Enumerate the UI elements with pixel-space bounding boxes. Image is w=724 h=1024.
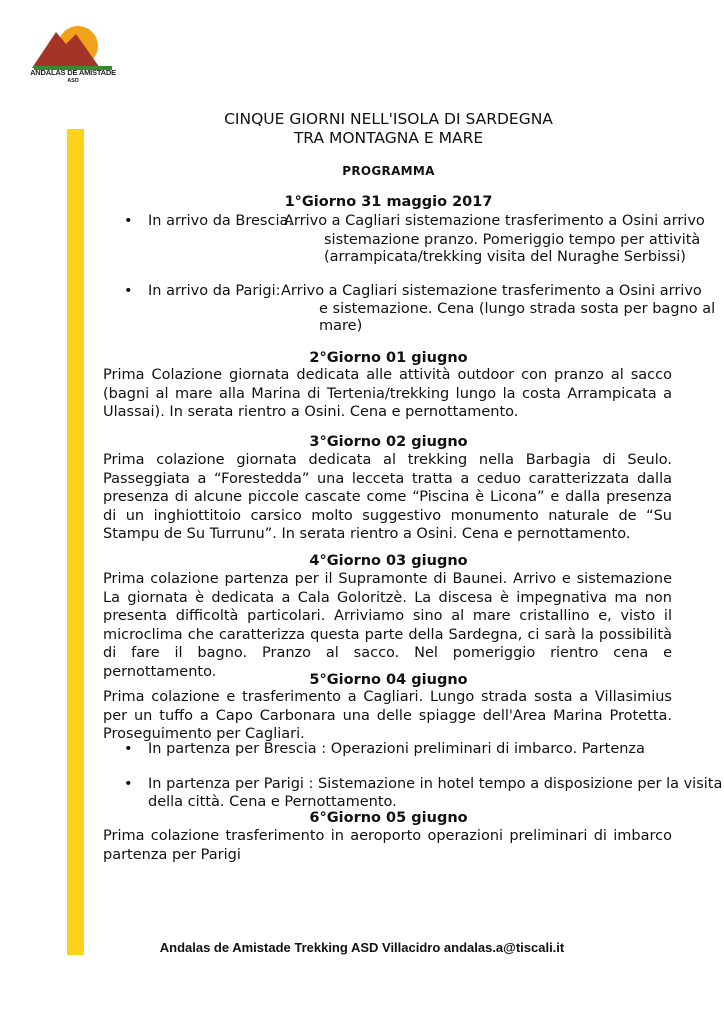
logo xyxy=(30,22,116,88)
bullet-marker: • xyxy=(124,283,133,299)
day2-text: Prima Colazione giornata dedicata alle attività outdoor con pranzo al sacco (bagni al mare alla Marina di Tertenia/trekking lungo la costa Arrampicata a Ulassai). In serata rientro a Osini. Cena e pernottamento. xyxy=(103,367,672,420)
day1-brescia-label: In arrivo da Brescia: xyxy=(148,213,294,229)
day6-heading: 6°Giorno 05 giugno xyxy=(309,810,468,826)
day5-parigi-line2: della città. Cena e Pernottamento. xyxy=(148,794,397,810)
day4-text: Prima colazione partenza per il Supramonte di Baunei. Arrivo e sistemazione La giornata è dedicata a Cala Goloritzè. La discesa è impegnativa ma non presenta difficoltà particolari. Arriviamo sino al mare cristallino e, visto il microclima che caratterizza questa parte della Sardegna, ci sarà la possibilità di fare il bagno. Pranzo al sacco. Nel pomeriggio rientro cena e pernottamento. xyxy=(103,571,672,680)
day1-parigi-line1: Arrivo a Cagliari sistemazione trasferimento a Osini arrivo xyxy=(281,283,702,299)
day5-parigi-line1: In partenza per Parigi : Sistemazione in hotel tempo a disposizione per la visita xyxy=(148,776,723,792)
day1-brescia-line1: Arrivo a Cagliari sistemazione trasferimento a Osini arrivo xyxy=(284,213,705,229)
day5-brescia-line: In partenza per Brescia : Operazioni preliminari di imbarco. Partenza xyxy=(148,741,645,757)
day1-heading: 1°Giorno 31 maggio 2017 xyxy=(284,194,493,210)
day2-heading: 2°Giorno 01 giugno xyxy=(309,350,468,366)
day3-heading: 3°Giorno 02 giugno xyxy=(309,434,468,450)
page-title-line2: TRA MONTAGNA E MARE xyxy=(293,129,484,147)
bullet-marker: • xyxy=(124,741,133,757)
day1-parigi-line3: mare) xyxy=(319,318,363,334)
accent-bar xyxy=(67,129,84,955)
bullet-marker: • xyxy=(124,213,133,229)
day1-parigi-line2: e sistemazione. Cena (lungo strada sosta per bagno al xyxy=(319,301,716,317)
programma-label: PROGRAMMA xyxy=(342,164,435,178)
bullet-marker: • xyxy=(124,776,133,792)
day6-text: Prima colazione trasferimento in aeroporto operazioni preliminari di imbarco partenza per Parigi xyxy=(103,828,672,863)
day1-brescia-line3: (arrampicata/trekking visita del Nuraghe Serbissi) xyxy=(324,249,686,265)
day5-text: Prima colazione e trasferimento a Cagliari. Lungo strada sosta a Villasimius per un tuffo a Capo Carbonara una delle spiagge dell'Area Marina Protetta. Proseguimento per Cagliari. xyxy=(103,689,672,742)
day1-parigi-label: In arrivo da Parigi: xyxy=(148,283,281,299)
logo-mountain-sun-icon xyxy=(30,22,116,72)
page-title-line1: CINQUE GIORNI NELL'ISOLA DI SARDEGNA xyxy=(224,110,553,128)
day4-heading: 4°Giorno 03 giugno xyxy=(309,553,468,569)
logo-subtext: ASD xyxy=(67,78,79,84)
day3-text: Prima colazione giornata dedicata al trekking nella Barbagia di Seulo. Passeggiata a “Forestedda” una lecceta tratta a ceduo caratterizzata dalla presenza di alcune piccole cascate come “Piscina è Licona” e dalla presenza di un inghiottitoio carsico molto suggestivo monumento naturale de “Su Stampu de Su Turrunu”. In serata rientro a Osini. Cena e pernottamento. xyxy=(103,452,672,542)
footer-contact: Andalas de Amistade Trekking ASD Villacidro andalas.a@tiscali.it xyxy=(159,940,565,955)
day5-heading: 5°Giorno 04 giugno xyxy=(309,672,468,688)
logo-text: ANDALAS DE AMISTADE xyxy=(30,68,116,77)
day1-brescia-line2: sistemazione pranzo. Pomeriggio tempo per attività xyxy=(324,232,701,248)
